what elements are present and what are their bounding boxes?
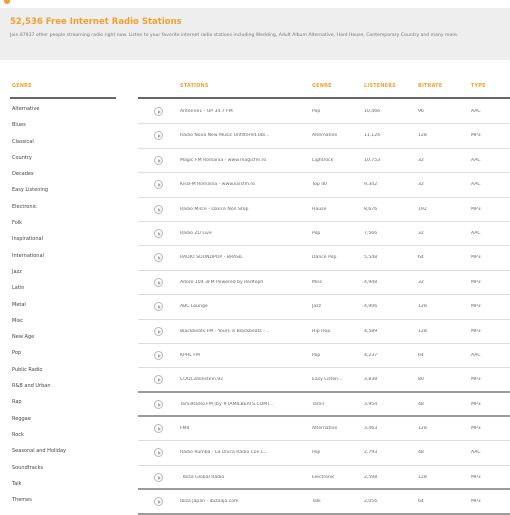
station-name[interactable]: Radio Nova New Music Unfiltered.Ubi... [180, 133, 270, 139]
station-genre: Tamil [312, 401, 324, 407]
station-bitrate: 32 [418, 182, 424, 188]
play-icon[interactable] [154, 131, 163, 140]
station-genre: Pop [312, 109, 321, 114]
station-listeners: 4,948 [364, 279, 378, 285]
column-header-listeners[interactable]: LISTENERS [364, 84, 396, 89]
table-row[interactable] [138, 246, 510, 270]
play-icon[interactable] [154, 424, 163, 433]
station-name[interactable]: Radio Rumba - La Unica Radio Con L... [180, 450, 268, 456]
table-row[interactable] [138, 417, 510, 441]
genre-item[interactable]: International [12, 252, 44, 259]
table-row[interactable] [138, 173, 510, 197]
station-bitrate: 64 [418, 352, 424, 358]
genre-item[interactable]: Inspirational [12, 236, 43, 243]
station-bitrate: 64 [418, 499, 424, 505]
station-bitrate: 48 [418, 401, 424, 407]
play-icon[interactable] [154, 229, 163, 238]
page-description: Join 87937 other people streaming radio right now. Listen to your favorite internet radio stations including Wedding, Adult Album Alternative, Hard House, Contemporary Country and many more. [10, 33, 459, 38]
station-listeners: 2,598 [364, 474, 378, 480]
play-icon[interactable] [154, 107, 163, 116]
station-name[interactable]: COOL3donstein.92 [180, 377, 224, 383]
play-icon[interactable] [154, 497, 163, 506]
genre-item[interactable]: Easy Listening [12, 187, 49, 194]
top-strip [0, 0, 510, 8]
station-name[interactable]: Ibiza Japan - ibizaaja.com [180, 499, 239, 505]
table-row[interactable] [138, 222, 510, 246]
station-genre: House [312, 206, 327, 212]
station-genre: Top 40 [312, 182, 328, 188]
table-row[interactable] [138, 490, 510, 514]
table-row[interactable] [138, 344, 510, 368]
table-row[interactable] [138, 441, 510, 465]
station-type: MP3 [471, 377, 481, 383]
station-listeners: 4,237 [364, 352, 378, 358]
column-header-type[interactable]: TYPE [471, 84, 486, 89]
station-name[interactable]: Radio Mirce - Dance Non Stop [180, 206, 249, 212]
station-type: AAC [471, 450, 481, 456]
column-header-genre[interactable]: GENRE [312, 84, 332, 89]
genre-item[interactable]: Jazz [12, 268, 22, 275]
station-type: AAC [471, 157, 481, 163]
play-icon[interactable] [154, 278, 163, 287]
table-row[interactable] [138, 271, 510, 295]
station-name[interactable]: ABC Lounge [180, 304, 208, 310]
station-bitrate: 80 [418, 377, 424, 383]
play-icon[interactable] [154, 351, 163, 360]
play-icon[interactable] [154, 400, 163, 409]
station-type: MP3 [471, 474, 481, 480]
table-row[interactable] [138, 320, 510, 344]
station-type: AAC [471, 352, 481, 358]
genre-item[interactable]: Pop [12, 350, 22, 357]
genre-item[interactable]: Misc [12, 317, 24, 324]
station-genre: Hip Hop [312, 328, 331, 334]
station-genre: Talk [312, 499, 321, 505]
station-bitrate: 128 [418, 426, 427, 432]
play-icon[interactable] [154, 205, 163, 214]
station-listeners: 10,466 [364, 109, 381, 114]
station-name[interactable]: Radio ZU Live [180, 230, 212, 236]
station-name[interactable]: . Ibiza Global Radio [180, 474, 225, 480]
station-bitrate: 64 [418, 255, 424, 261]
table-row[interactable] [138, 368, 510, 392]
station-name[interactable]: Adore 104.3FM Powered by Redtoph [180, 279, 264, 285]
genre-item[interactable]: Classical [12, 138, 34, 145]
genre-item[interactable]: Electronic [12, 203, 37, 210]
genre-item[interactable]: Themes [12, 497, 32, 504]
station-listeners: 2,793 [364, 450, 378, 456]
column-header-bitrate[interactable]: BITRATE [418, 84, 443, 89]
station-genre: Alternative [312, 133, 338, 139]
genre-heading: GENRE [12, 84, 32, 89]
genre-item[interactable]: Country [12, 154, 32, 161]
station-genre: Pop [312, 230, 321, 236]
station-genre: Easy Listen... [312, 377, 343, 383]
table-row[interactable] [138, 124, 510, 148]
station-listeners: 10,753 [364, 157, 381, 163]
station-bitrate: 128 [418, 304, 427, 310]
genre-item[interactable]: Decades [12, 171, 34, 178]
station-genre: Pop [312, 450, 321, 456]
station-table [138, 100, 510, 515]
play-icon[interactable] [154, 375, 163, 384]
play-icon[interactable] [154, 448, 163, 457]
table-row[interactable] [138, 466, 510, 490]
table-row[interactable] [138, 295, 510, 319]
genre-item[interactable]: Blues [12, 122, 26, 129]
logo-icon[interactable] [4, 0, 10, 4]
station-name[interactable]: RADIO SOUNDPOP - BRASIL [180, 255, 243, 261]
station-bitrate: 32 [418, 279, 424, 285]
station-genre: Lightrock [312, 157, 334, 163]
station-name[interactable]: KissFM Romania - www.kissfm.ro [180, 182, 255, 188]
station-listeners: 4,906 [364, 304, 378, 310]
header-banner [0, 8, 510, 60]
table-row[interactable] [138, 149, 510, 173]
station-bitrate: 32 [418, 230, 424, 236]
genre-item[interactable]: R&B and Urban [12, 383, 51, 390]
station-bitrate: 96 [418, 109, 424, 114]
table-header [138, 84, 510, 92]
station-name[interactable]: KPHL FM [180, 352, 200, 358]
genre-item[interactable]: Rap [12, 399, 22, 406]
genre-item[interactable]: Reggae [12, 415, 31, 422]
station-type: MP3 [471, 255, 481, 261]
station-bitrate: 128 [418, 328, 427, 334]
genre-list [12, 104, 66, 511]
genre-item[interactable]: Rock [12, 431, 24, 438]
station-listeners: 3,463 [364, 426, 378, 432]
table-row[interactable] [138, 100, 510, 124]
table-row[interactable] [138, 393, 510, 417]
table-divider [138, 97, 510, 99]
station-name[interactable]: Antenne1 - UP 34.7 FM [180, 109, 233, 114]
station-type: AAC [471, 109, 481, 114]
column-header-stations[interactable]: STATIONS [180, 84, 209, 89]
station-type: MP3 [471, 328, 481, 334]
station-listeners: 8,676 [364, 206, 378, 212]
station-bitrate: 128 [418, 474, 427, 480]
station-bitrate: 32 [418, 157, 424, 163]
station-type: AAC [471, 182, 481, 188]
genre-divider [10, 97, 116, 99]
table-row[interactable] [138, 198, 510, 222]
station-listeners: 3,954 [364, 401, 378, 407]
genre-item[interactable]: Talk [12, 480, 22, 487]
station-name[interactable]: Magic FM Romania - www.magicfm.ro [180, 157, 267, 163]
station-type: MP3 [471, 206, 481, 212]
station-type: MP3 [471, 133, 481, 139]
play-icon[interactable] [154, 156, 163, 165]
genre-item[interactable]: Metal [12, 301, 26, 308]
station-type: MP3 [471, 279, 481, 285]
station-bitrate: 48 [418, 450, 424, 456]
play-icon[interactable] [154, 302, 163, 311]
play-icon[interactable] [154, 327, 163, 336]
station-type: AAC [471, 230, 481, 236]
station-type: MP3 [471, 401, 481, 407]
station-type: MP3 [471, 426, 481, 432]
station-genre: Jazz [312, 304, 321, 310]
station-bitrate: 192 [418, 206, 427, 212]
genre-item[interactable]: Soundtracks [12, 464, 44, 471]
station-name[interactable]: TamilRadio.FM (by #TAMILBEATS.COM)... [180, 401, 274, 407]
station-genre: Misc [312, 279, 323, 285]
genre-item[interactable]: Seasonal and Holiday [12, 448, 66, 455]
station-name[interactable]: Blackbeats.FM - Yours is Blackbeats -... [180, 328, 270, 334]
station-genre: Dance Pop [312, 255, 337, 261]
station-listeners: 2,056 [364, 499, 378, 505]
play-icon[interactable] [154, 180, 163, 189]
station-name[interactable]: FM4 [180, 426, 190, 432]
station-listeners: 4,589 [364, 328, 378, 334]
genre-item[interactable]: Latin [12, 285, 25, 292]
station-type: MP3 [471, 499, 481, 505]
station-listeners: 7,566 [364, 230, 378, 236]
play-icon[interactable] [154, 473, 163, 482]
station-genre: Electronic [312, 474, 335, 480]
station-type: MP3 [471, 304, 481, 310]
genre-item[interactable]: Public Radio [12, 366, 43, 373]
station-genre: Pop [312, 352, 321, 358]
station-listeners: 5,548 [364, 255, 378, 261]
station-bitrate: 128 [418, 133, 427, 139]
genre-item[interactable]: New Age [12, 334, 35, 341]
play-icon[interactable] [154, 253, 163, 262]
genre-item[interactable]: Folk [12, 220, 23, 227]
station-listeners: 3,838 [364, 377, 378, 383]
station-listeners: 11,124 [364, 133, 381, 139]
page-title: 52,536 Free Internet Radio Stations [10, 17, 182, 27]
genre-item[interactable]: Alternative [12, 106, 40, 112]
station-listeners: 9,342 [364, 182, 378, 188]
station-genre: Alternative [312, 426, 338, 432]
